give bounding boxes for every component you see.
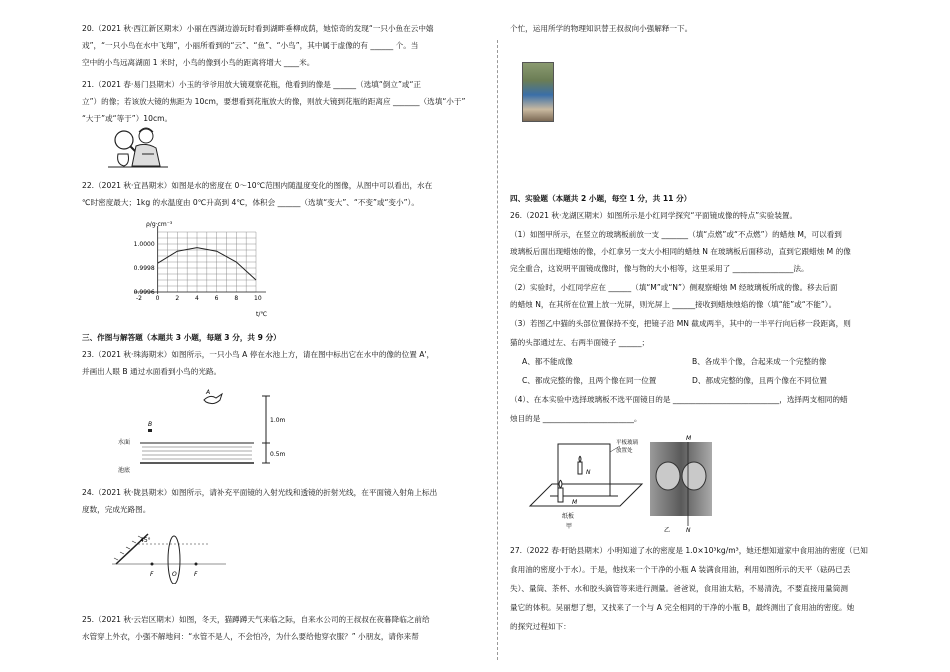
q26-line3: 玻璃板后面出现蜡烛的像，小红拿另一支大小相同的蜡烛 N 在玻璃板后面移动，直到它跟蜡烛 M 的像 bbox=[510, 247, 851, 256]
q22-line1: 22.（2021 秋·宜昌期末）如图是水的密度在 0～10℃范围内随温度变化的图像，从图中可以看出，水在 bbox=[82, 181, 433, 190]
paper-board bbox=[530, 484, 642, 506]
q26-line7: （3）若图乙中猫的头部位置保持不变，把镜子沿 MN 截成两半，其中的一半平行向后移一段距离，则 bbox=[510, 319, 851, 328]
q27-line5: 的探究过程如下： bbox=[510, 622, 571, 631]
y-tick-label: 1.0000 bbox=[133, 241, 155, 248]
magnifier-illustration bbox=[104, 124, 172, 170]
candle-m bbox=[558, 488, 563, 502]
pool-figure bbox=[116, 384, 292, 476]
q26-4-line1: （4）、在本实验中选择玻璃板不选平面镜目的是 ____________________________，选择两支相同的蜡 bbox=[510, 395, 848, 404]
q26-4-line2: 烛目的是 ________________________。 bbox=[510, 414, 642, 423]
option-b: B、各成半个像，合起来成一个完整的像 bbox=[692, 357, 827, 366]
section4-heading: 四、实验题（本题共 2 小题，每空 1 分，共 11 分） bbox=[510, 194, 692, 203]
q25-line1: 25.（2021 秋·云岩区期末）如图，冬天，猫蹲蹲天气来临之际，自来水公司的王叔叔在夜暮降临之前给 bbox=[82, 615, 430, 624]
density-chart bbox=[116, 216, 276, 322]
q23-line2: 并画出人眼 B 通过水面看到小鸟的光路。 bbox=[82, 367, 222, 376]
q24-line1: 24.（2021 秋·陇县期末）如图所示，请补充平面镜的入射光线和透镜的折射光线，在平面镜入射角上标出 bbox=[82, 488, 438, 497]
x-tick-label: 2 bbox=[175, 295, 180, 302]
q25-continuation: 个忙，运用所学的物理知识替王叔叔向小强解释一下。 bbox=[510, 24, 693, 33]
focus-right: F bbox=[194, 571, 198, 578]
x-tick-label: 10 bbox=[254, 295, 262, 302]
q24-line2: 度数，完成光路图。 bbox=[82, 505, 151, 514]
focus-left: F bbox=[150, 571, 154, 578]
x-tick-label: 8 bbox=[234, 295, 239, 302]
x-tick-label: 6 bbox=[214, 295, 219, 302]
water-label: 水面 bbox=[118, 439, 131, 446]
chart-xlabel: t/℃ bbox=[256, 311, 268, 318]
candle-mirror-figure bbox=[522, 434, 648, 530]
paper-label: 纸板 bbox=[562, 513, 575, 520]
q26-line5: （2）实验时，小红同学应在 ______（填“M”或“N”）侧观察蜡烛 M 经玻璃板所成的像。移去后面 bbox=[510, 283, 838, 292]
option-c: C、都成完整的像，且两个像在同一位置 bbox=[522, 376, 657, 385]
section3-heading: 三、作图与解答题（本题共 3 小题，每题 3 分，共 9 分） bbox=[82, 333, 281, 342]
x-tick-label: -2 bbox=[136, 295, 142, 302]
bird-label-a: A bbox=[206, 389, 211, 396]
q21-line1: 21.（2021 春·易门县期末）小玉的爷爷用放大镜观察花瓶，他看到的像是 ______（选填“倒立”或“正 bbox=[82, 80, 422, 89]
q21-line2: 立”）的像；若该放大镜的焦距为 10cm，要想看到花瓶放大的像，则放大镜到花瓶的距离应 _______（选填“小于” bbox=[82, 97, 466, 106]
option-a: A、都不能成像 bbox=[522, 357, 573, 366]
position-label: 放置处 bbox=[616, 448, 633, 454]
q27-line4: 量它的体积。吴丽想了想，又找来了一个与 A 完全相同的干净的小瓶 B，最终测出了食用油的密度。她 bbox=[510, 603, 855, 612]
q22-line2: ℃时密度最大；1kg 的水温度由 0℃升高到 4℃，体积会 ______（选填“变大”、“不变”或“变小”）。 bbox=[82, 198, 419, 207]
label-n: N bbox=[586, 469, 591, 476]
q25-line2: 水管穿上外衣，小强不解地问：“水管不是人，不会怕冷，为什么要给他穿衣服？” 小朋友，请你来帮 bbox=[82, 632, 419, 641]
glass-label: 平板玻璃 bbox=[616, 440, 639, 446]
q27-line2: 食用油的密度小于水）。于是，他找来一个干净的小瓶 A 装满食用油，利用如图所示的天平（砝码已丢 bbox=[510, 565, 851, 574]
q26-line6: 的蜡烛 N，在其所在位置上放一光屏，则光屏上 ______接收到蜡烛烛焰的像（填“能”或“不能”）。 bbox=[510, 300, 837, 309]
x-tick-label: 0 bbox=[155, 295, 160, 302]
label-m: M bbox=[572, 499, 578, 506]
label-n-yi: N bbox=[686, 527, 691, 534]
q20-line3: 空中的小鸟远离湖面 1 米时，小鸟的像到小鸟的距离将增大 ____米。 bbox=[82, 58, 315, 67]
eye-icon bbox=[148, 429, 152, 432]
q23-line1: 23.（2021 秋·珠海期末）如图所示，一只小鸟 A 停在水池上方，请在图中标出它在水中的像的位置 A'， bbox=[82, 350, 435, 359]
q20-line1: 20.（2021 秋·西江新区期末）小丽在西湖边游玩时看到湖畔垂柳成荫，她惊奇的发现“一只小鱼在云中嬉 bbox=[82, 24, 434, 33]
q27-line1: 27.（2022 春·盱眙县期末）小明知道了水的密度是 1.0×10³kg/m³，她还想知道家中食用油的密度（已知 bbox=[510, 546, 868, 555]
y-tick-label: 0.9998 bbox=[133, 265, 155, 272]
candle-n bbox=[578, 462, 582, 474]
chart-ylabel: ρ/g·cm⁻³ bbox=[146, 221, 173, 228]
q26-line4: 完全重合，这说明平面镜成像时，像与物的大小相等，这里采用了 ________________法。 bbox=[510, 264, 809, 273]
eye-label-b: B bbox=[148, 421, 153, 428]
label-m-yi: M bbox=[686, 435, 692, 442]
bottom-label: 池底 bbox=[118, 467, 131, 474]
column-divider bbox=[497, 40, 498, 660]
dim-label-2: 0.5m bbox=[270, 451, 286, 458]
dim-label-1: 1.0m bbox=[270, 417, 286, 424]
chart-grid bbox=[158, 232, 256, 292]
cat-mirror-figure bbox=[642, 432, 722, 536]
q26-line1: 26.（2021 秋·龙湖区期末）如图所示是小红同学探究“平面镜成像的特点”实验装置。 bbox=[510, 211, 798, 220]
y-tick-label: 0.9996 bbox=[133, 289, 155, 296]
q26-line8: 猫的头部通过左、右两半面镜子 ______； bbox=[510, 338, 650, 347]
pipe-worker-photo bbox=[522, 62, 554, 122]
option-d: D、都成完整的像，且两个像在不同位置 bbox=[692, 376, 827, 385]
water-hatch bbox=[142, 447, 252, 459]
q26-line2: （1）如图甲所示，在竖立的玻璃板前放一支 _______（填“点燃”或“不点燃”）的蜡烛 M，可以看到 bbox=[510, 230, 842, 239]
q21-line3: “大于”或“等于”）10cm。 bbox=[82, 114, 173, 123]
q27-line3: 失）、量筒、茶杯、水和胶头滴管等来进行测量。爸爸说，食用油太粘，不易清洗，不要直接用量筒测 bbox=[510, 584, 848, 593]
q20-line2: 戏”，“一只小鸟在水中飞翔”，小丽所看到的“云”、“鱼”、“小鸟”，其中属于虚像的有 ______ 个。当 bbox=[82, 41, 419, 50]
x-tick-label: 4 bbox=[195, 295, 199, 302]
mirror-lens-figure bbox=[110, 520, 230, 584]
figure-jia-caption: 甲 bbox=[566, 523, 573, 530]
figure-yi-caption: 乙 bbox=[664, 527, 671, 534]
optical-center: O bbox=[172, 571, 177, 578]
angle-label: 45° bbox=[140, 537, 151, 544]
